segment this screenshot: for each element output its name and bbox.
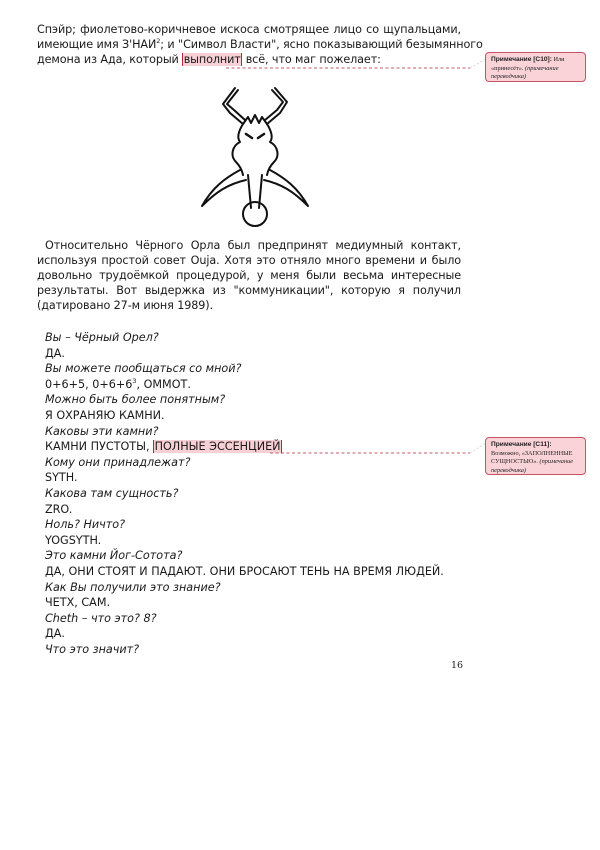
question-line: Вы – Чёрный Орел?: [45, 331, 159, 344]
text-line: используя простой совет Ouja. Хотя это отняло много времени и было: [37, 254, 461, 267]
question-line: Можно быть более понятным?: [45, 393, 226, 407]
question-line: Каковы эти камни?: [45, 424, 159, 438]
question-line: Cheth – что это? 8?: [45, 611, 157, 625]
text-fragment: имеющие имя З'НАИ: [37, 38, 157, 51]
comment-anchor-c11[interactable]: ПОЛНЫЕ ЭССЕНЦИЕЙ: [154, 440, 281, 454]
question-line: Вы можете пообщаться со мной?: [45, 362, 242, 376]
text-fragment: КАМНИ ПУСТОТЫ,: [45, 440, 154, 454]
question-line: Что это значит?: [45, 642, 140, 656]
footnote-ref[interactable]: 3: [132, 376, 137, 385]
answer-line: [45, 439, 465, 455]
comment-label: Примечание [C10]:: [491, 56, 552, 63]
sigil-image: [190, 80, 320, 230]
answer-line: SYTH.: [45, 471, 78, 485]
text-fragment: всё, что маг пожелает:: [242, 53, 381, 66]
paragraph-spare: [37, 22, 483, 67]
answer-line: ЧЕТХ, САМ.: [45, 596, 111, 610]
comment-note: (примечание переводчика): [491, 458, 574, 474]
text-line: Спэйр; фиолетово-коричневое искоса смотрящее лицо со щупальцами,: [37, 23, 461, 36]
comment-label: Примечание [C11]:: [491, 441, 552, 448]
text-line: результаты. Вот выдержка из "коммуникации", которую я получил: [37, 284, 461, 297]
text-line: Относительно Чёрного Орла был предпринят медиумный контакт,: [45, 239, 461, 252]
question-line: Какова там сущность?: [45, 486, 179, 500]
question-line: Кому они принадлежат?: [45, 455, 191, 469]
text-fragment: ; и "Символ Власти", ясно показывающий безымянного: [160, 38, 483, 51]
answer-line: ДА, ОНИ СТОЯТ И ПАДАЮТ. ОНИ БРОСАЮТ ТЕНЬ НА ВРЕМЯ ЛЮДЕЙ.: [45, 564, 444, 578]
comment-c10[interactable]: [485, 52, 586, 82]
comment-text: Возможно, «ЗАПОЛНЕННЫЕ СУЩНОСТЬЮ».: [491, 449, 573, 466]
text-line: [37, 52, 461, 67]
answer-line: [45, 377, 465, 393]
answer-line: Я ОХРАНЯЮ КАМНИ.: [45, 408, 165, 422]
page-number: 16: [451, 660, 464, 671]
text-line: [37, 37, 483, 52]
text-fragment: , ОММОТ.: [136, 377, 191, 391]
comment-note: (примечание переводчика): [491, 64, 559, 81]
text-fragment: 0+6+5, 0+6+6: [45, 377, 133, 391]
paragraph-black-eagle: [37, 238, 461, 313]
text-line: довольно трудоёмкой процедурой, у меня были весьма интересные: [37, 269, 461, 282]
answer-line: ZRO.: [45, 502, 73, 516]
answer-line: ДА.: [45, 346, 65, 360]
answer-line: ДА.: [45, 627, 65, 641]
question-line: Это камни Йог-Сотота?: [45, 549, 183, 563]
footnote-ref[interactable]: 2: [156, 37, 161, 45]
question-line: Как Вы получили это знание?: [45, 580, 221, 594]
answer-line: YOGSYTH.: [45, 533, 102, 547]
comment-text: Или «принесёт».: [491, 56, 565, 72]
comment-anchor-c10[interactable]: выполнит: [183, 53, 241, 66]
ouija-dialogue: [45, 330, 465, 657]
text-fragment: демона из Ада, который: [37, 53, 183, 66]
text-line: (датировано 27-м июня 1989).: [37, 299, 214, 312]
comment-c11[interactable]: [485, 437, 586, 475]
question-line: Ноль? Ничто?: [45, 518, 126, 532]
